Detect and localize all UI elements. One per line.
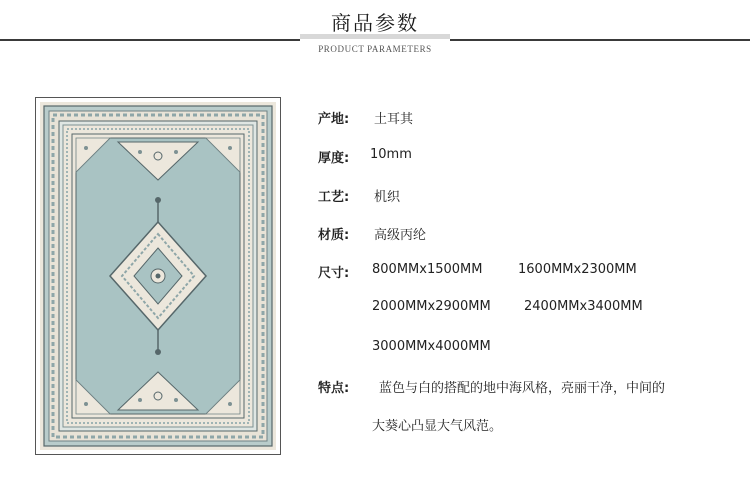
header-rule-right [450, 39, 750, 41]
param-value: 土耳其 [374, 112, 414, 127]
rug-illustration [40, 102, 276, 450]
param-value: 高级丙纶 [374, 228, 427, 243]
size-option: 2000MMx2900MM [372, 299, 491, 314]
product-image [35, 97, 281, 455]
section-header [0, 0, 750, 60]
feature-text-line: 大葵心凸显大气风范。 [372, 419, 503, 434]
param-label: 工艺: [318, 190, 350, 205]
size-option: 1600MMx2300MM [518, 262, 637, 277]
param-value: 10mm [370, 147, 412, 162]
param-label: 材质: [318, 228, 350, 243]
size-option: 800MMx1500MM [372, 262, 483, 277]
section-subtitle: PRODUCT PARAMETERS [318, 44, 432, 54]
param-label: 特点: [318, 381, 350, 396]
size-option: 3000MMx4000MM [372, 339, 491, 354]
header-rule-left [0, 39, 300, 41]
section-title: 商品参数 [331, 11, 419, 35]
param-value: 机织 [374, 190, 401, 205]
param-label: 产地: [318, 112, 350, 127]
param-label: 厚度: [318, 151, 350, 166]
param-label: 尺寸: [318, 266, 350, 281]
feature-text-line: 蓝色与白的搭配的地中海风格，亮丽干净，中间的 [379, 381, 666, 396]
size-option: 2400MMx3400MM [524, 299, 643, 314]
